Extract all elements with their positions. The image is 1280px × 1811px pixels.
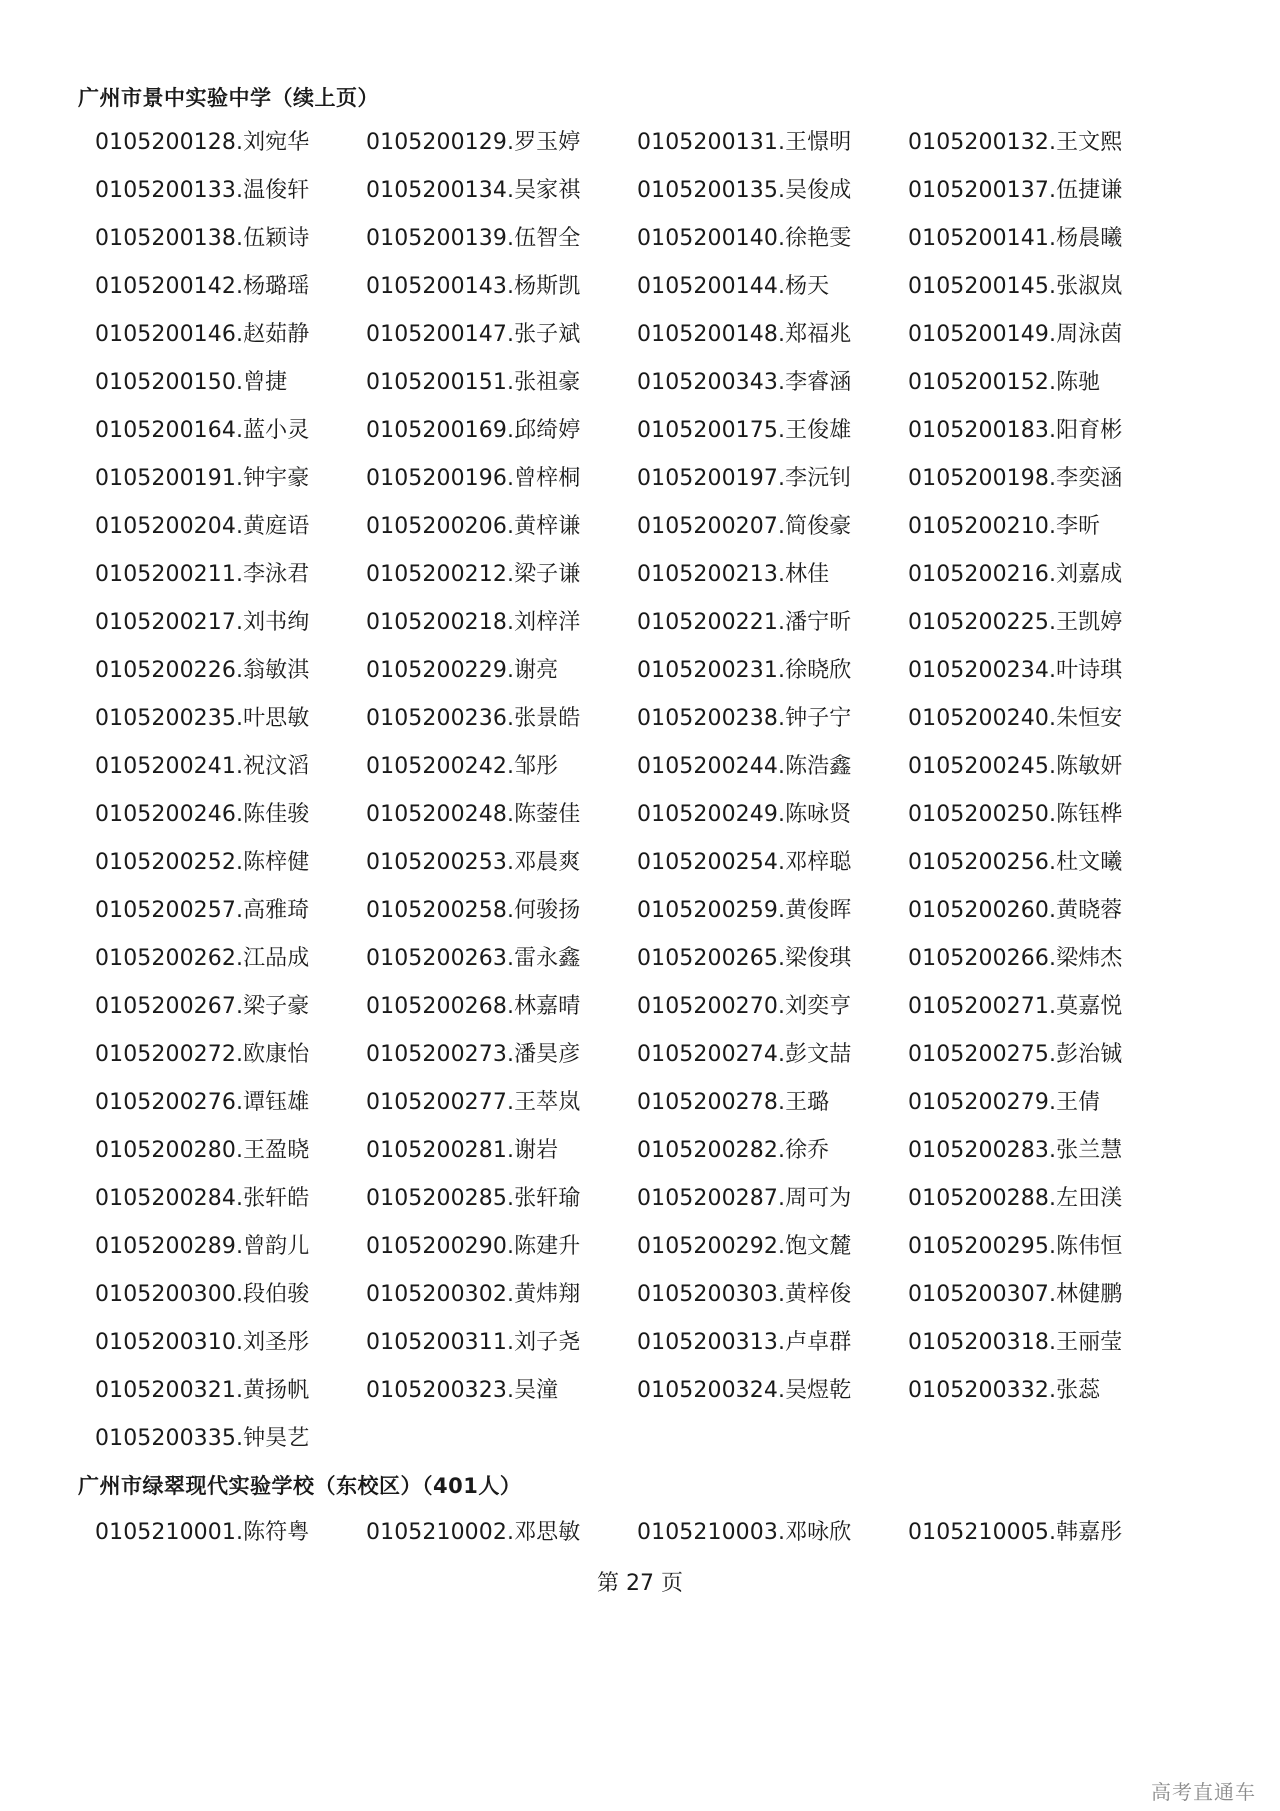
list-entry: 0105200135.吴俊成 (637, 177, 852, 203)
list-entry: 0105200268.林嘉晴 (366, 993, 581, 1019)
list-entry: 0105200289.曾韵儿 (95, 1233, 310, 1259)
list-entry: 0105200225.王凯婷 (908, 609, 1123, 635)
list-entry: 0105200318.王丽莹 (908, 1329, 1123, 1355)
list-entry: 0105210005.韩嘉彤 (908, 1519, 1123, 1545)
list-entry: 0105200204.黄庭语 (95, 513, 310, 539)
name-list-lvcui (95, 1506, 1205, 1554)
list-entry: 0105200141.杨晨曦 (908, 225, 1123, 251)
list-entry: 0105200288.左田渼 (908, 1185, 1123, 1211)
list-entry: 0105200277.王萃岚 (366, 1089, 581, 1115)
list-entry: 0105200134.吴家祺 (366, 177, 581, 203)
list-entry: 0105200216.刘嘉成 (908, 561, 1123, 587)
list-entry: 0105200252.陈梓健 (95, 849, 310, 875)
list-entry: 0105200254.邓梓聪 (637, 849, 852, 875)
list-entry: 0105200231.徐晓欣 (637, 657, 852, 683)
list-entry: 0105200335.钟昊艺 (95, 1425, 310, 1451)
section-heading-lvcui: 广州市绿翠现代实验学校（东校区）（401人） (78, 1474, 522, 1498)
list-entry: 0105200128.刘宛华 (95, 129, 310, 155)
watermark: 高考直通车 (1151, 1780, 1256, 1804)
list-entry: 0105200147.张子斌 (366, 321, 581, 347)
list-entry: 0105200234.叶诗琪 (908, 657, 1123, 683)
list-entry: 0105200137.伍捷谦 (908, 177, 1123, 203)
list-entry: 0105200210.李昕 (908, 513, 1101, 539)
list-entry: 0105200146.赵茹静 (95, 321, 310, 347)
list-entry: 0105200241.祝汶滔 (95, 753, 310, 779)
list-entry: 0105200280.王盈晓 (95, 1137, 310, 1163)
list-entry: 0105200143.杨斯凯 (366, 273, 581, 299)
list-entry: 0105200257.高雅琦 (95, 897, 310, 923)
list-entry: 0105200253.邓晨爽 (366, 849, 581, 875)
list-entry: 0105200150.曾捷 (95, 369, 288, 395)
list-entry: 0105200244.陈浩鑫 (637, 753, 852, 779)
list-entry: 0105200343.李睿涵 (637, 369, 852, 395)
list-entry: 0105200271.莫嘉悦 (908, 993, 1123, 1019)
list-entry: 0105200132.王文熙 (908, 129, 1123, 155)
list-entry: 0105200258.何骏扬 (366, 897, 581, 923)
list-entry: 0105200149.周泳茵 (908, 321, 1123, 347)
list-entry: 0105200262.江品成 (95, 945, 310, 971)
list-entry: 0105200332.张蕊 (908, 1377, 1101, 1403)
list-entry: 0105200245.陈敏妍 (908, 753, 1123, 779)
list-entry: 0105200323.吴潼 (366, 1377, 559, 1403)
list-entry: 0105200278.王璐 (637, 1089, 830, 1115)
name-list-jingzhong (95, 116, 1205, 1460)
list-entry: 0105200218.刘梓洋 (366, 609, 581, 635)
list-entry: 0105200249.陈咏贤 (637, 801, 852, 827)
list-entry: 0105200213.林佳 (637, 561, 830, 587)
list-entry: 0105200164.蓝小灵 (95, 417, 310, 443)
list-entry: 0105200133.温俊轩 (95, 177, 310, 203)
list-entry: 0105200270.刘奕亨 (637, 993, 852, 1019)
list-entry: 0105200250.陈钰桦 (908, 801, 1123, 827)
list-entry: 0105200217.刘书绚 (95, 609, 310, 635)
list-entry: 0105200148.郑福兆 (637, 321, 852, 347)
list-entry: 0105200303.黄梓俊 (637, 1281, 852, 1307)
list-entry: 0105200285.张轩瑜 (366, 1185, 581, 1211)
list-entry: 0105200183.阳育彬 (908, 417, 1123, 443)
list-entry: 0105200138.伍颖诗 (95, 225, 310, 251)
page-number: 第 27 页 (597, 1571, 683, 1596)
list-entry: 0105200175.王俊雄 (637, 417, 852, 443)
list-entry: 0105200263.雷永鑫 (366, 945, 581, 971)
list-entry: 0105200266.梁炜杰 (908, 945, 1123, 971)
list-entry: 0105200265.梁俊琪 (637, 945, 852, 971)
list-entry: 0105200191.钟宇豪 (95, 465, 310, 491)
list-entry: 0105200272.欧康怡 (95, 1041, 310, 1067)
list-entry: 0105200246.陈佳骏 (95, 801, 310, 827)
list-entry: 0105200221.潘宁昕 (637, 609, 852, 635)
list-entry: 0105200145.张淑岚 (908, 273, 1123, 299)
list-entry: 0105200240.朱恒安 (908, 705, 1123, 731)
list-entry: 0105200274.彭文喆 (637, 1041, 852, 1067)
list-entry: 0105200242.邹彤 (366, 753, 559, 779)
list-entry: 0105200151.张祖豪 (366, 369, 581, 395)
list-entry: 0105200287.周可为 (637, 1185, 852, 1211)
list-entry: 0105200307.林健鹏 (908, 1281, 1123, 1307)
list-entry: 0105200236.张景皓 (366, 705, 581, 731)
list-entry: 0105200283.张兰慧 (908, 1137, 1123, 1163)
list-entry: 0105210001.陈符粤 (95, 1519, 310, 1545)
list-entry: 0105200238.钟子宁 (637, 705, 852, 731)
list-entry: 0105200142.杨璐瑶 (95, 273, 310, 299)
list-entry: 0105200248.陈蓥佳 (366, 801, 581, 827)
list-entry: 0105200129.罗玉婷 (366, 129, 581, 155)
list-entry: 0105200324.吴煜乾 (637, 1377, 852, 1403)
list-entry: 0105200310.刘圣彤 (95, 1329, 310, 1355)
list-entry: 0105210003.邓咏欣 (637, 1519, 852, 1545)
list-entry: 0105200256.杜文曦 (908, 849, 1123, 875)
list-entry: 0105200295.陈伟恒 (908, 1233, 1123, 1259)
list-entry: 0105200169.邱绮婷 (366, 417, 581, 443)
list-entry: 0105200196.曾梓桐 (366, 465, 581, 491)
list-entry: 0105200292.饱文麓 (637, 1233, 852, 1259)
list-entry: 0105200131.王憬明 (637, 129, 852, 155)
list-entry: 0105200139.伍智全 (366, 225, 581, 251)
list-entry: 0105200276.谭钰雄 (95, 1089, 310, 1115)
list-entry: 0105200198.李奕涵 (908, 465, 1123, 491)
list-entry: 0105200300.段伯骏 (95, 1281, 310, 1307)
list-entry: 0105200279.王倩 (908, 1089, 1101, 1115)
list-entry: 0105200212.梁子谦 (366, 561, 581, 587)
list-entry: 0105200284.张轩皓 (95, 1185, 310, 1211)
section-heading-jingzhong: 广州市景中实验中学（续上页） (78, 86, 379, 110)
list-entry: 0105200273.潘昊彦 (366, 1041, 581, 1067)
list-entry: 0105200229.谢亮 (366, 657, 559, 683)
list-entry: 0105200206.黄梓谦 (366, 513, 581, 539)
list-entry: 0105200235.叶思敏 (95, 705, 310, 731)
list-entry: 0105200321.黄扬帆 (95, 1377, 310, 1403)
list-entry: 0105200259.黄俊晖 (637, 897, 852, 923)
list-entry: 0105200207.简俊豪 (637, 513, 852, 539)
list-entry: 0105200226.翁敏淇 (95, 657, 310, 683)
list-entry: 0105200267.梁子豪 (95, 993, 310, 1019)
list-entry: 0105200302.黄炜翔 (366, 1281, 581, 1307)
list-entry: 0105200275.彭治铖 (908, 1041, 1123, 1067)
list-entry: 0105200313.卢卓群 (637, 1329, 852, 1355)
list-entry: 0105210002.邓思敏 (366, 1519, 581, 1545)
list-entry: 0105200197.李沅钊 (637, 465, 852, 491)
list-entry: 0105200311.刘子尧 (366, 1329, 581, 1355)
list-entry: 0105200211.李泳君 (95, 561, 310, 587)
list-entry: 0105200290.陈建升 (366, 1233, 581, 1259)
list-entry: 0105200282.徐乔 (637, 1137, 830, 1163)
list-entry: 0105200140.徐艳雯 (637, 225, 852, 251)
list-entry: 0105200281.谢岩 (366, 1137, 559, 1163)
list-entry: 0105200152.陈驰 (908, 369, 1101, 395)
list-entry: 0105200144.杨天 (637, 273, 830, 299)
list-entry: 0105200260.黄晓蓉 (908, 897, 1123, 923)
